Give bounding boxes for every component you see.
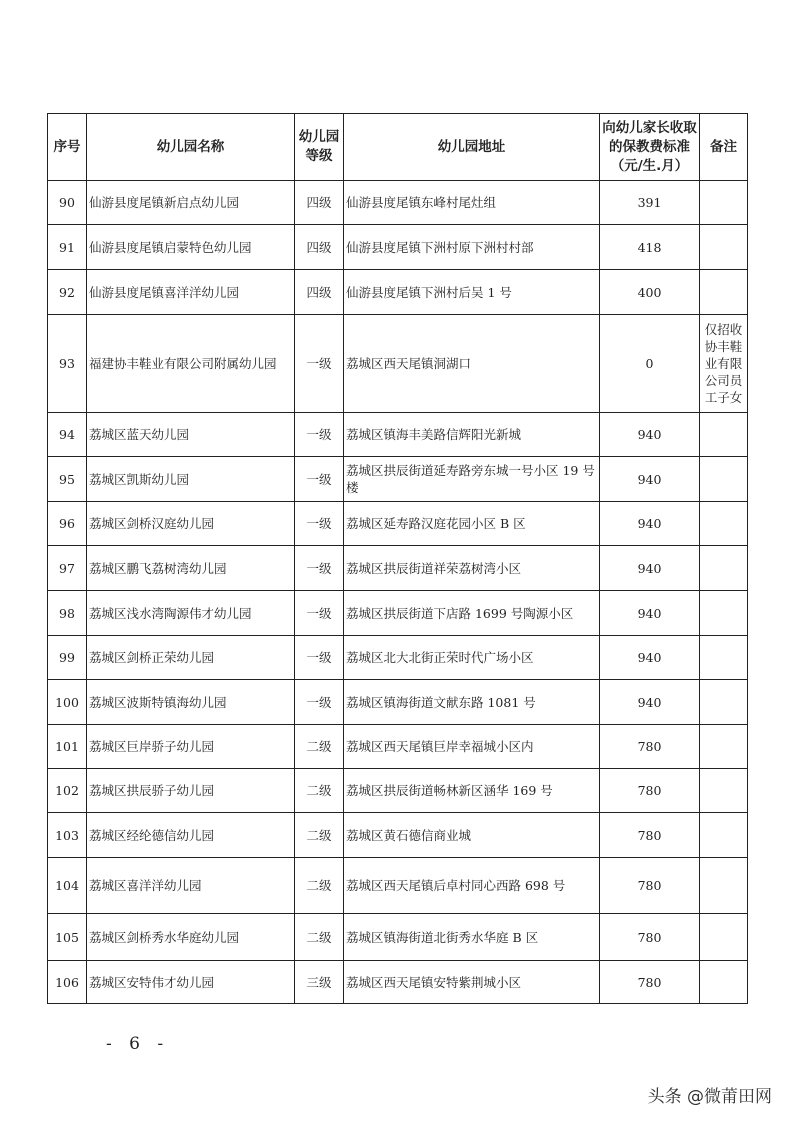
cell-fee: 940 xyxy=(600,680,700,725)
table-header-row xyxy=(48,114,748,181)
table-row xyxy=(48,813,748,858)
cell-remark xyxy=(700,769,748,813)
cell-name: 荔城区浅水湾陶源伟才幼儿园 xyxy=(87,591,295,636)
cell-no: 102 xyxy=(48,769,87,813)
table-row xyxy=(48,725,748,769)
cell-no: 99 xyxy=(48,636,87,680)
cell-fee: 940 xyxy=(600,591,700,636)
table-row xyxy=(48,315,748,413)
cell-address: 仙游县度尾镇下洲村后吴 1 号 xyxy=(344,270,600,315)
header-name: 幼儿园名称 xyxy=(87,114,295,181)
cell-remark xyxy=(700,502,748,546)
cell-fee: 780 xyxy=(600,914,700,961)
cell-address: 荔城区镇海街道北街秀水华庭 B 区 xyxy=(344,914,600,961)
cell-no: 104 xyxy=(48,858,87,914)
cell-remark xyxy=(700,961,748,1004)
cell-address: 荔城区西天尾镇巨岸幸福城小区内 xyxy=(344,725,600,769)
cell-fee: 940 xyxy=(600,546,700,591)
header-grade: 幼儿园等级 xyxy=(295,114,344,181)
cell-grade: 四级 xyxy=(295,270,344,315)
cell-fee: 780 xyxy=(600,769,700,813)
kindergarten-fee-table xyxy=(47,113,748,1004)
page-number: - 6 - xyxy=(106,1034,170,1054)
cell-address: 荔城区镇海街道文献东路 1081 号 xyxy=(344,680,600,725)
cell-address: 荔城区镇海丰美路信辉阳光新城 xyxy=(344,413,600,457)
cell-fee: 0 xyxy=(600,315,700,413)
cell-remark xyxy=(700,858,748,914)
cell-grade: 二级 xyxy=(295,725,344,769)
header-no: 序号 xyxy=(48,114,87,181)
cell-fee: 400 xyxy=(600,270,700,315)
cell-name: 荔城区巨岸骄子幼儿园 xyxy=(87,725,295,769)
cell-no: 90 xyxy=(48,181,87,225)
cell-name: 荔城区剑桥正荣幼儿园 xyxy=(87,636,295,680)
cell-grade: 一级 xyxy=(295,502,344,546)
cell-name: 荔城区安特伟才幼儿园 xyxy=(87,961,295,1004)
cell-grade: 四级 xyxy=(295,181,344,225)
cell-grade: 一级 xyxy=(295,413,344,457)
table-row xyxy=(48,858,748,914)
table-row xyxy=(48,502,748,546)
cell-remark xyxy=(700,680,748,725)
cell-remark xyxy=(700,636,748,680)
cell-name: 仙游县度尾镇启蒙特色幼儿园 xyxy=(87,225,295,270)
cell-fee: 780 xyxy=(600,858,700,914)
cell-address: 荔城区西天尾镇洞湖口 xyxy=(344,315,600,413)
table-row xyxy=(48,914,748,961)
cell-no: 91 xyxy=(48,225,87,270)
cell-remark xyxy=(700,181,748,225)
table-row xyxy=(48,769,748,813)
cell-fee: 391 xyxy=(600,181,700,225)
cell-fee: 940 xyxy=(600,413,700,457)
watermark-text: 头条 @微莆田网 xyxy=(647,1087,772,1107)
cell-fee: 940 xyxy=(600,502,700,546)
cell-grade: 二级 xyxy=(295,858,344,914)
cell-no: 103 xyxy=(48,813,87,858)
cell-address: 仙游县度尾镇东峰村尾灶组 xyxy=(344,181,600,225)
cell-address: 荔城区拱辰街道祥荣荔树湾小区 xyxy=(344,546,600,591)
cell-address: 荔城区西天尾镇后卓村同心西路 698 号 xyxy=(344,858,600,914)
table-row xyxy=(48,546,748,591)
cell-no: 92 xyxy=(48,270,87,315)
cell-fee: 780 xyxy=(600,813,700,858)
header-fee: 向幼儿家长收取的保教费标准（元/生.月） xyxy=(600,114,700,181)
cell-name: 仙游县度尾镇新启点幼儿园 xyxy=(87,181,295,225)
cell-name: 荔城区拱辰骄子幼儿园 xyxy=(87,769,295,813)
cell-name: 荔城区凯斯幼儿园 xyxy=(87,457,295,502)
cell-no: 94 xyxy=(48,413,87,457)
cell-address: 荔城区西天尾镇安特紫荆城小区 xyxy=(344,961,600,1004)
cell-remark xyxy=(700,270,748,315)
cell-no: 98 xyxy=(48,591,87,636)
cell-name: 荔城区蓝天幼儿园 xyxy=(87,413,295,457)
cell-name: 福建协丰鞋业有限公司附属幼儿园 xyxy=(87,315,295,413)
cell-grade: 三级 xyxy=(295,961,344,1004)
cell-name: 荔城区剑桥秀水华庭幼儿园 xyxy=(87,914,295,961)
cell-remark xyxy=(700,914,748,961)
cell-grade: 二级 xyxy=(295,769,344,813)
table-row xyxy=(48,636,748,680)
cell-address: 荔城区延寿路汉庭花园小区 B 区 xyxy=(344,502,600,546)
cell-fee: 418 xyxy=(600,225,700,270)
cell-no: 106 xyxy=(48,961,87,1004)
cell-remark xyxy=(700,457,748,502)
cell-grade: 四级 xyxy=(295,225,344,270)
header-remark: 备注 xyxy=(700,114,748,181)
cell-name: 荔城区经纶德信幼儿园 xyxy=(87,813,295,858)
cell-remark xyxy=(700,591,748,636)
cell-grade: 一级 xyxy=(295,457,344,502)
cell-remark xyxy=(700,813,748,858)
cell-no: 95 xyxy=(48,457,87,502)
cell-no: 93 xyxy=(48,315,87,413)
cell-grade: 二级 xyxy=(295,813,344,858)
cell-remark xyxy=(700,413,748,457)
cell-name: 荔城区鹏飞荔树湾幼儿园 xyxy=(87,546,295,591)
table-row xyxy=(48,270,748,315)
cell-address: 荔城区拱辰街道延寿路旁东城一号小区 19 号楼 xyxy=(344,457,600,502)
cell-grade: 二级 xyxy=(295,914,344,961)
cell-no: 101 xyxy=(48,725,87,769)
cell-grade: 一级 xyxy=(295,636,344,680)
cell-remark xyxy=(700,546,748,591)
cell-address: 荔城区拱辰街道畅林新区涵华 169 号 xyxy=(344,769,600,813)
table-row xyxy=(48,181,748,225)
cell-no: 100 xyxy=(48,680,87,725)
cell-no: 96 xyxy=(48,502,87,546)
cell-fee: 780 xyxy=(600,961,700,1004)
cell-remark xyxy=(700,225,748,270)
cell-fee: 940 xyxy=(600,636,700,680)
cell-name: 荔城区喜洋洋幼儿园 xyxy=(87,858,295,914)
cell-address: 荔城区拱辰街道下店路 1699 号陶源小区 xyxy=(344,591,600,636)
cell-grade: 一级 xyxy=(295,546,344,591)
cell-name: 荔城区剑桥汉庭幼儿园 xyxy=(87,502,295,546)
cell-remark: 仅招收协丰鞋业有限公司员工子女 xyxy=(700,315,748,413)
table-row xyxy=(48,961,748,1004)
table-row xyxy=(48,591,748,636)
cell-name: 荔城区波斯特镇海幼儿园 xyxy=(87,680,295,725)
table-row xyxy=(48,457,748,502)
table-row xyxy=(48,225,748,270)
cell-no: 97 xyxy=(48,546,87,591)
cell-grade: 一级 xyxy=(295,591,344,636)
cell-no: 105 xyxy=(48,914,87,961)
table-row xyxy=(48,413,748,457)
cell-address: 荔城区北大北街正荣时代广场小区 xyxy=(344,636,600,680)
header-address: 幼儿园地址 xyxy=(344,114,600,181)
cell-name: 仙游县度尾镇喜洋洋幼儿园 xyxy=(87,270,295,315)
cell-grade: 一级 xyxy=(295,680,344,725)
cell-grade: 一级 xyxy=(295,315,344,413)
table-row xyxy=(48,680,748,725)
cell-address: 仙游县度尾镇下洲村原下洲村村部 xyxy=(344,225,600,270)
cell-address: 荔城区黄石德信商业城 xyxy=(344,813,600,858)
cell-fee: 780 xyxy=(600,725,700,769)
cell-remark xyxy=(700,725,748,769)
cell-fee: 940 xyxy=(600,457,700,502)
